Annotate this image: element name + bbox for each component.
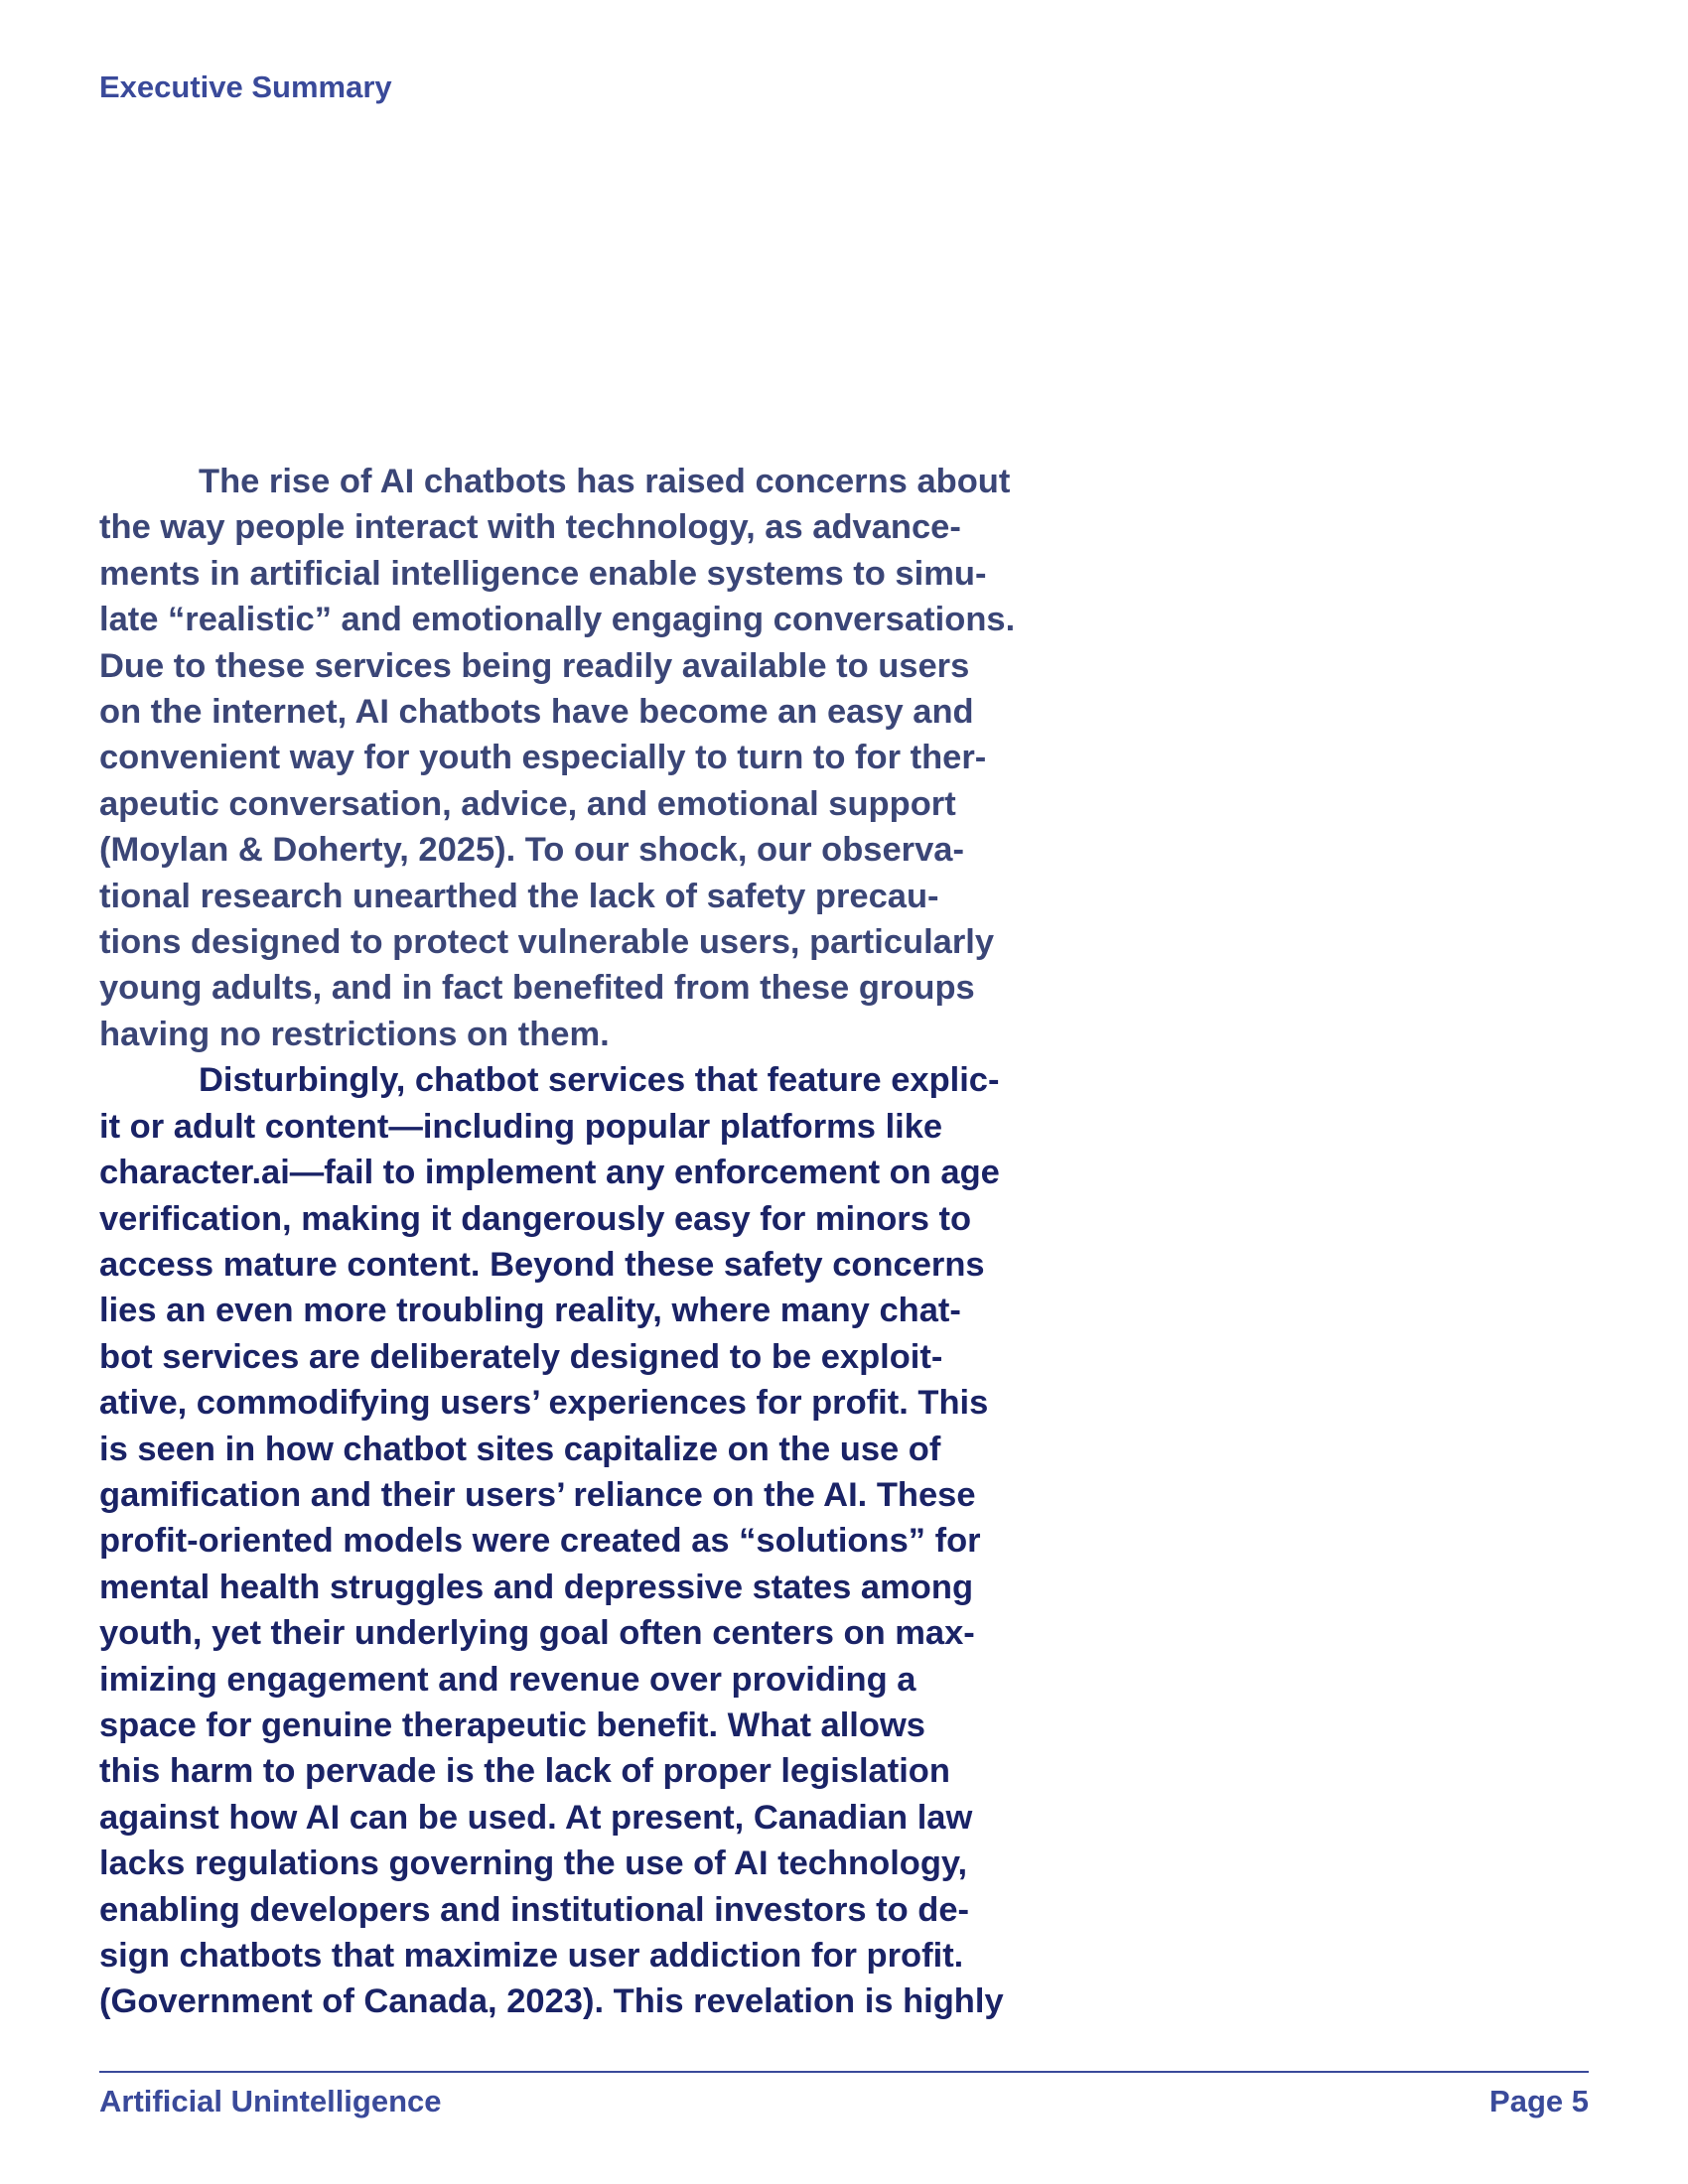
footer-page-number: Page 5 (1489, 2084, 1589, 2118)
paragraph-line: gamification and their users’ reliance on the AI. These (99, 1475, 976, 1514)
paragraph-line: verification, making it dangerously easy for minors to (99, 1199, 972, 1238)
body-text (99, 459, 1092, 2025)
paragraph-line: this harm to pervade is the lack of proper legislation (99, 1752, 950, 1791)
paragraph-line: on the internet, AI chatbots have become an easy and (99, 693, 974, 732)
paragraph-line: (Government of Canada, 2023). This revelation is highly (99, 1982, 1004, 2021)
paragraph-line: having no restrictions on them. (99, 1015, 610, 1053)
paragraph-line: youth, yet their underlying goal often centers on max- (99, 1614, 975, 1653)
paragraph-line: convenient way for youth especially to turn to for ther- (99, 739, 987, 777)
paragraph-line: the way people interact with technology, as advance- (99, 508, 961, 547)
paragraph-line: late “realistic” and emotionally engaging conversations. (99, 601, 1016, 639)
paragraph-line: (Moylan & Doherty, 2025). To our shock, our observa- (99, 831, 964, 870)
paragraph-line: mental health struggles and depressive states among (99, 1568, 974, 1606)
paragraph-line: The rise of AI chatbots has raised concerns about (199, 463, 1011, 500)
paragraph-line: imizing engagement and revenue over providing a (99, 1660, 916, 1699)
paragraph-line: bot services are deliberately designed to be exploit- (99, 1337, 943, 1376)
paragraph-line: Due to these services being readily available to users (99, 646, 970, 685)
paragraph-line: enabling developers and institutional investors to de- (99, 1890, 970, 1929)
paragraph-line: apeutic conversation, advice, and emotional support (99, 784, 956, 823)
paragraph-line: ments in artificial intelligence enable systems to simu- (99, 554, 987, 593)
paragraph-line: space for genuine therapeutic benefit. What allows (99, 1706, 925, 1744)
paragraph-line: tions designed to protect vulnerable users, particularly (99, 923, 995, 962)
paragraph-line: is seen in how chatbot sites capitalize on the use of (99, 1430, 941, 1468)
footer-document-title: Artificial Unintelligence (99, 2084, 442, 2118)
paragraph-line: ative, commodifying users’ experiences for profit. This (99, 1384, 989, 1423)
paragraph-line: profit-oriented models were created as “solutions” for (99, 1522, 981, 1561)
paragraph-line: lies an even more troubling reality, where many chat- (99, 1292, 961, 1330)
paragraph-line: Disturbingly, chatbot services that feature explic- (199, 1061, 1000, 1100)
paragraph-1 (99, 459, 1092, 1057)
paragraph-line: sign chatbots that maximize user addiction for profit. (99, 1937, 964, 1975)
paragraph-line: against how AI can be used. At present, Canadian law (99, 1798, 973, 1837)
paragraph-line: character.ai—fail to implement any enforcement on age (99, 1154, 1000, 1192)
paragraph-line: tional research unearthed the lack of safety precau- (99, 877, 939, 915)
footer-divider (99, 2071, 1589, 2073)
paragraph-line: young adults, and in fact benefited from these groups (99, 969, 975, 1008)
paragraph-2 (99, 1057, 1092, 2025)
paragraph-line: access mature content. Beyond these safety concerns (99, 1245, 985, 1284)
paragraph-line: lacks regulations governing the use of AI technology, (99, 1844, 968, 1883)
paragraph-line: it or adult content—including popular platforms like (99, 1107, 943, 1146)
section-title: Executive Summary (99, 69, 392, 104)
